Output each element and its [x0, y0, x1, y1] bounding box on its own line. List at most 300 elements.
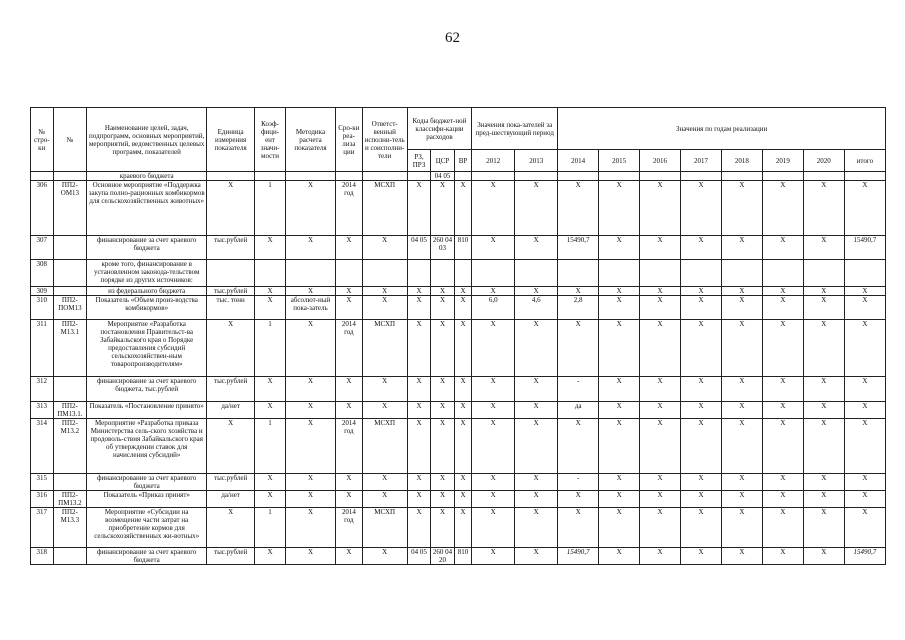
cell-y2017: Х: [681, 508, 722, 548]
cell-csr: Х: [431, 508, 455, 548]
cell-p2013: 4,6: [515, 296, 558, 320]
table-row: [31, 320, 886, 377]
cell-resp: [362, 172, 407, 181]
cell-y2019: Х: [762, 491, 803, 508]
cell-y2014: Х: [558, 287, 599, 296]
table-row: [31, 172, 886, 181]
cell-total: Х: [844, 181, 885, 236]
cell-coef: Х: [255, 402, 286, 419]
table-row: [31, 491, 886, 508]
cell-method: Х: [285, 402, 335, 419]
page-number: 62: [445, 30, 460, 46]
cell-y2020: Х: [803, 181, 844, 236]
cell-rz: Х: [407, 491, 431, 508]
cell-y2018: Х: [721, 419, 762, 474]
cell-method: Х: [285, 236, 335, 260]
cell-y2015: Х: [599, 419, 640, 474]
cell-term: 2014 год: [336, 181, 363, 236]
cell-csr: Х: [431, 402, 455, 419]
cell-name: из федерального бюджета: [87, 287, 207, 296]
table-header: [31, 108, 886, 172]
cell-method: Х: [285, 377, 335, 402]
cell-y2016: [640, 172, 681, 181]
cell-y2017: Х: [681, 320, 722, 377]
cell-vr: Х: [454, 508, 471, 548]
cell-y2019: [762, 172, 803, 181]
cell-num: 306: [31, 181, 54, 236]
cell-no: ПП2-ОМ13: [53, 181, 87, 236]
cell-y2016: Х: [640, 320, 681, 377]
cell-method: абсолют-ный пока-затель: [285, 296, 335, 320]
program-table: [30, 107, 886, 565]
cell-y2016: Х: [640, 236, 681, 260]
cell-p2013: Х: [515, 508, 558, 548]
cell-total: Х: [844, 320, 885, 377]
cell-y2020: Х: [803, 296, 844, 320]
cell-rz: Х: [407, 419, 431, 474]
cell-coef: 1: [255, 508, 286, 548]
cell-rz: Х: [407, 402, 431, 419]
cell-y2017: Х: [681, 296, 722, 320]
cell-y2014: [558, 260, 599, 287]
cell-term: Х: [336, 287, 363, 296]
cell-rz: Х: [407, 508, 431, 548]
cell-y2014: Х: [558, 491, 599, 508]
cell-method: Х: [285, 491, 335, 508]
cell-y2017: Х: [681, 474, 722, 491]
cell-y2017: Х: [681, 236, 722, 260]
cell-y2016: Х: [640, 548, 681, 565]
cell-unit: тыс.рублей: [207, 474, 255, 491]
cell-vr: 810: [454, 236, 471, 260]
cell-total: Х: [844, 508, 885, 548]
cell-coef: Х: [255, 236, 286, 260]
cell-total: 15490,7: [844, 548, 885, 565]
cell-p2012: Х: [472, 236, 515, 260]
cell-csr: [431, 260, 455, 287]
table-row: [31, 296, 886, 320]
cell-resp: МСХП: [362, 320, 407, 377]
cell-y2019: Х: [762, 474, 803, 491]
cell-y2019: Х: [762, 508, 803, 548]
cell-y2015: Х: [599, 236, 640, 260]
cell-p2012: Х: [472, 181, 515, 236]
cell-num: 309: [31, 287, 54, 296]
cell-y2017: [681, 172, 722, 181]
cell-csr: Х: [431, 377, 455, 402]
cell-term: Х: [336, 402, 363, 419]
cell-p2013: Х: [515, 419, 558, 474]
cell-y2020: Х: [803, 474, 844, 491]
cell-rz: Х: [407, 377, 431, 402]
cell-vr: Х: [454, 181, 471, 236]
cell-no: [53, 260, 87, 287]
header-csr: ЦСР: [431, 150, 455, 172]
cell-y2014: 2,8: [558, 296, 599, 320]
cell-p2013: [515, 172, 558, 181]
table-row: [31, 508, 886, 548]
cell-vr: Х: [454, 402, 471, 419]
cell-y2017: Х: [681, 181, 722, 236]
cell-y2014: 15490,7: [558, 236, 599, 260]
cell-y2018: Х: [721, 402, 762, 419]
cell-p2012: Х: [472, 491, 515, 508]
header-2015: 2015: [599, 150, 640, 172]
cell-y2018: Х: [721, 474, 762, 491]
cell-total: Х: [844, 402, 885, 419]
table-row: [31, 548, 886, 565]
cell-no: [53, 287, 87, 296]
cell-total: Х: [844, 296, 885, 320]
cell-name: финансирование за счет краевого бюджета, тыс.рублей: [87, 377, 207, 402]
header-2019: 2019: [762, 150, 803, 172]
header-term: Сро-ки реа-лиза ции: [336, 108, 363, 172]
cell-y2017: Х: [681, 402, 722, 419]
cell-num: 315: [31, 474, 54, 491]
cell-vr: Х: [454, 320, 471, 377]
cell-total: [844, 260, 885, 287]
cell-resp: МСХП: [362, 508, 407, 548]
cell-y2020: Х: [803, 236, 844, 260]
cell-unit: тыс.рублей: [207, 236, 255, 260]
cell-no: ПП2-ПОМ13: [53, 296, 87, 320]
cell-total: Х: [844, 287, 885, 296]
cell-no: [53, 236, 87, 260]
cell-num: 313: [31, 402, 54, 419]
cell-term: Х: [336, 236, 363, 260]
cell-method: Х: [285, 474, 335, 491]
cell-coef: Х: [255, 474, 286, 491]
header-2012: 2012: [472, 150, 515, 172]
cell-p2013: Х: [515, 548, 558, 565]
cell-rz: [407, 260, 431, 287]
cell-csr: 260 04 03: [431, 236, 455, 260]
cell-csr: Х: [431, 296, 455, 320]
cell-y2016: Х: [640, 287, 681, 296]
cell-unit: Х: [207, 320, 255, 377]
cell-method: Х: [285, 320, 335, 377]
cell-resp: Х: [362, 548, 407, 565]
cell-vr: [454, 172, 471, 181]
cell-p2013: [515, 260, 558, 287]
cell-coef: Х: [255, 296, 286, 320]
cell-csr: 260 04 20: [431, 548, 455, 565]
cell-coef: Х: [255, 377, 286, 402]
cell-name: финансирование за счет краевого бюджета: [87, 474, 207, 491]
cell-y2015: Х: [599, 548, 640, 565]
cell-no: ПП2-М13.2: [53, 419, 87, 474]
cell-p2012: Х: [472, 320, 515, 377]
cell-p2013: Х: [515, 236, 558, 260]
cell-p2013: Х: [515, 377, 558, 402]
cell-name: финансирование за счет краевого бюджета: [87, 548, 207, 565]
cell-num: 314: [31, 419, 54, 474]
cell-y2018: Х: [721, 320, 762, 377]
cell-y2014: Х: [558, 419, 599, 474]
cell-y2019: Х: [762, 236, 803, 260]
cell-y2014: -: [558, 474, 599, 491]
cell-no: [53, 377, 87, 402]
cell-unit: Х: [207, 181, 255, 236]
cell-y2014: 15490,7: [558, 548, 599, 565]
table-row: [31, 402, 886, 419]
cell-coef: 1: [255, 181, 286, 236]
header-2013: 2013: [515, 150, 558, 172]
header-method: Методика расчета показателя: [285, 108, 335, 172]
header-coef: Коэф-фици-ент значи-мости: [255, 108, 286, 172]
cell-method: Х: [285, 287, 335, 296]
cell-term: [336, 260, 363, 287]
cell-name: Мероприятие «Разработка приказа Министерства сель-ского хозяйства и продоволь-ствия Забайкальского края об утверждении ставок для начисления субсидий»: [87, 419, 207, 474]
cell-vr: Х: [454, 474, 471, 491]
cell-name: кроме того, финансирование в установленном законода-тельством порядке из других источников:: [87, 260, 207, 287]
cell-coef: 1: [255, 320, 286, 377]
cell-vr: [454, 260, 471, 287]
header-2016: 2016: [640, 150, 681, 172]
cell-no: ПП2-ПМ13.1.: [53, 402, 87, 419]
cell-p2012: Х: [472, 419, 515, 474]
cell-resp: МСХП: [362, 181, 407, 236]
header-2014: 2014: [558, 150, 599, 172]
header-total: итого: [844, 150, 885, 172]
cell-y2020: Х: [803, 287, 844, 296]
cell-y2020: Х: [803, 491, 844, 508]
cell-unit: [207, 260, 255, 287]
cell-y2016: Х: [640, 508, 681, 548]
cell-resp: Х: [362, 377, 407, 402]
cell-num: 310: [31, 296, 54, 320]
cell-name: Основное мероприятие «Поддержка закупа полно-рационных комбикормов для сельскохозяйственных животных»: [87, 181, 207, 236]
cell-y2020: Х: [803, 548, 844, 565]
table-row: [31, 287, 886, 296]
cell-term: Х: [336, 377, 363, 402]
cell-vr: 810: [454, 548, 471, 565]
cell-num: 317: [31, 508, 54, 548]
cell-csr: Х: [431, 474, 455, 491]
cell-no: ПП2-М13.1: [53, 320, 87, 377]
cell-y2018: Х: [721, 377, 762, 402]
cell-p2012: Х: [472, 402, 515, 419]
cell-num: 307: [31, 236, 54, 260]
cell-csr: Х: [431, 320, 455, 377]
cell-y2018: Х: [721, 296, 762, 320]
cell-total: [844, 172, 885, 181]
cell-term: Х: [336, 296, 363, 320]
cell-y2015: Х: [599, 320, 640, 377]
cell-y2016: Х: [640, 181, 681, 236]
header-no: №: [53, 108, 87, 172]
cell-y2019: Х: [762, 296, 803, 320]
cell-resp: Х: [362, 287, 407, 296]
header-prev: Значения пока-зателей за пред-шествующий период: [472, 108, 558, 150]
cell-y2018: Х: [721, 287, 762, 296]
cell-p2012: Х: [472, 508, 515, 548]
cell-term: Х: [336, 548, 363, 565]
cell-unit: тыс.рублей: [207, 548, 255, 565]
cell-y2020: Х: [803, 419, 844, 474]
header-name: Наименование целей, задач, подпрограмм, основных мероприятий, мероприятий, ведомственных целевых программ, показателей: [87, 108, 207, 172]
cell-no: ПП2-М13.3: [53, 508, 87, 548]
cell-rz: 04 05: [407, 236, 431, 260]
cell-y2018: [721, 260, 762, 287]
cell-name: Мероприятие «Разработка постановления Правительст-ва Забайкальского края о Порядке предоставления субсидий сельскохозяйствен-ным товаропроизводителям»: [87, 320, 207, 377]
cell-y2015: Х: [599, 181, 640, 236]
cell-rz: Х: [407, 287, 431, 296]
table-row: [31, 260, 886, 287]
cell-y2016: Х: [640, 419, 681, 474]
cell-y2016: Х: [640, 402, 681, 419]
cell-y2017: Х: [681, 377, 722, 402]
cell-y2017: Х: [681, 419, 722, 474]
header-2017: 2017: [681, 150, 722, 172]
cell-total: Х: [844, 474, 885, 491]
cell-p2012: 6,0: [472, 296, 515, 320]
cell-y2019: Х: [762, 419, 803, 474]
cell-unit: да/нет: [207, 402, 255, 419]
cell-resp: Х: [362, 236, 407, 260]
header-vr: ВР: [454, 150, 471, 172]
header-2020: 2020: [803, 150, 844, 172]
cell-csr: 04 05: [431, 172, 455, 181]
cell-y2020: Х: [803, 320, 844, 377]
cell-p2013: Х: [515, 320, 558, 377]
cell-total: 15490,7: [844, 236, 885, 260]
cell-num: 316: [31, 491, 54, 508]
table-row: [31, 474, 886, 491]
cell-rz: Х: [407, 296, 431, 320]
cell-y2017: Х: [681, 287, 722, 296]
cell-y2015: Х: [599, 474, 640, 491]
cell-y2020: [803, 172, 844, 181]
cell-rz: 04 05: [407, 548, 431, 565]
cell-p2013: Х: [515, 474, 558, 491]
cell-y2019: [762, 260, 803, 287]
header-resp: Ответст-венный исполни-тель и соисполни-тели: [362, 108, 407, 172]
cell-p2012: Х: [472, 548, 515, 565]
cell-method: Х: [285, 419, 335, 474]
cell-unit: тыс.рублей: [207, 377, 255, 402]
cell-method: Х: [285, 548, 335, 565]
cell-y2019: Х: [762, 320, 803, 377]
cell-y2015: Х: [599, 296, 640, 320]
cell-y2015: [599, 260, 640, 287]
cell-y2018: [721, 172, 762, 181]
cell-y2014: Х: [558, 508, 599, 548]
header-unit: Единица измерения показателя: [207, 108, 255, 172]
cell-vr: Х: [454, 287, 471, 296]
cell-resp: Х: [362, 474, 407, 491]
cell-name: Мероприятие «Субсидии на возмещение части затрат на приобретение кормов для сельскохозяйственных жи-вотных»: [87, 508, 207, 548]
cell-term: Х: [336, 474, 363, 491]
cell-y2018: Х: [721, 181, 762, 236]
cell-vr: Х: [454, 419, 471, 474]
cell-y2018: Х: [721, 491, 762, 508]
cell-num: 308: [31, 260, 54, 287]
cell-y2018: Х: [721, 508, 762, 548]
cell-y2015: Х: [599, 402, 640, 419]
table-row: [31, 419, 886, 474]
cell-method: Х: [285, 181, 335, 236]
cell-no: [53, 172, 87, 181]
cell-resp: Х: [362, 402, 407, 419]
cell-p2012: [472, 172, 515, 181]
header-years-group: Значения по годам реализации: [558, 108, 886, 150]
cell-p2012: Х: [472, 287, 515, 296]
table-row: [31, 377, 886, 402]
cell-csr: Х: [431, 419, 455, 474]
cell-resp: Х: [362, 491, 407, 508]
header-2018: 2018: [721, 150, 762, 172]
cell-no: [53, 474, 87, 491]
cell-y2017: Х: [681, 548, 722, 565]
cell-coef: [255, 172, 286, 181]
cell-p2013: Х: [515, 491, 558, 508]
cell-num: 311: [31, 320, 54, 377]
cell-rz: Х: [407, 474, 431, 491]
cell-total: Х: [844, 419, 885, 474]
cell-y2019: Х: [762, 287, 803, 296]
cell-coef: 1: [255, 419, 286, 474]
cell-csr: Х: [431, 181, 455, 236]
cell-resp: МСХП: [362, 419, 407, 474]
cell-resp: [362, 260, 407, 287]
cell-vr: Х: [454, 491, 471, 508]
cell-y2014: Х: [558, 181, 599, 236]
cell-y2015: Х: [599, 508, 640, 548]
cell-y2018: Х: [721, 236, 762, 260]
cell-y2015: Х: [599, 377, 640, 402]
cell-p2013: Х: [515, 181, 558, 236]
cell-y2016: Х: [640, 377, 681, 402]
cell-y2014: да: [558, 402, 599, 419]
cell-csr: Х: [431, 287, 455, 296]
cell-name: Показатель «Объем произ-водства комбикормов»: [87, 296, 207, 320]
cell-p2012: Х: [472, 474, 515, 491]
cell-name: Показатель «Постановление принято»: [87, 402, 207, 419]
cell-no: [53, 548, 87, 565]
cell-y2015: Х: [599, 287, 640, 296]
cell-num: [31, 172, 54, 181]
cell-unit: [207, 172, 255, 181]
cell-y2019: Х: [762, 548, 803, 565]
cell-p2013: Х: [515, 402, 558, 419]
cell-term: 2014 год: [336, 320, 363, 377]
cell-vr: Х: [454, 296, 471, 320]
cell-resp: Х: [362, 296, 407, 320]
cell-y2015: [599, 172, 640, 181]
cell-y2019: Х: [762, 181, 803, 236]
cell-unit: Х: [207, 419, 255, 474]
cell-y2020: Х: [803, 508, 844, 548]
cell-method: Х: [285, 508, 335, 548]
cell-coef: Х: [255, 287, 286, 296]
cell-name: финансирование за счет краевого бюджета: [87, 236, 207, 260]
cell-num: 318: [31, 548, 54, 565]
header-rz: РЗ, ПРЗ: [407, 150, 431, 172]
cell-y2019: Х: [762, 377, 803, 402]
cell-y2020: Х: [803, 377, 844, 402]
cell-unit: да/нет: [207, 491, 255, 508]
cell-rz: Х: [407, 320, 431, 377]
cell-p2012: [472, 260, 515, 287]
cell-term: [336, 172, 363, 181]
cell-method: [285, 172, 335, 181]
cell-name: краевого бюджета: [87, 172, 207, 181]
cell-num: 312: [31, 377, 54, 402]
cell-unit: Х: [207, 508, 255, 548]
cell-p2012: Х: [472, 377, 515, 402]
cell-unit: тыс.рублей: [207, 287, 255, 296]
